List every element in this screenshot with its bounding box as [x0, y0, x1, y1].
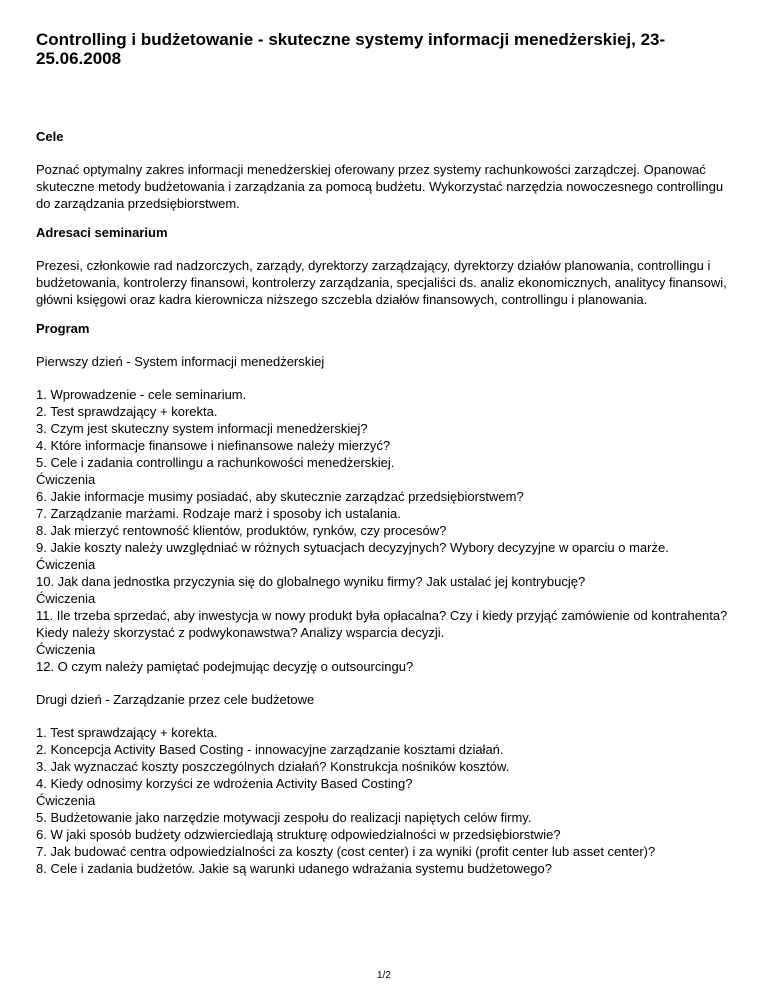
program-item: 3. Jak wyznaczać koszty poszczególnych działań? Konstrukcja nośników kosztów. [36, 759, 510, 774]
program-item: 7. Jak budować centra odpowiedzialności za koszty (cost center) i za wyniki (profit center lub asset center)? [36, 844, 656, 859]
program-item: 5. Cele i zadania controllingu a rachunkowości menedżerskiej. [36, 455, 395, 470]
program-item: 9. Jakie koszty należy uwzględniać w różnych sytuacjach decyzyjnych? Wybory decyzyjne w oparciu o marże. [36, 540, 669, 555]
section-text-cele: Poznać optymalny zakres informacji menedżerskiej oferowany przez systemy rachunkowości zarządczej. Opanować skuteczne metody budżetowania i zarządzania za pomocą budżetu. Wykorzystać narzędzia nowoczesnego controllingu do zarządzania przedsiębiorstwem. [36, 162, 724, 211]
program-item: 2. Koncepcja Activity Based Costing - innowacyjne zarządzanie kosztami działań. [36, 742, 504, 757]
program-item: Ćwiczenia [36, 793, 96, 808]
day2-title: Drugi dzień - Zarządzanie przez cele budżetowe [36, 692, 315, 707]
program-item: Ćwiczenia [36, 557, 96, 572]
program-item: 7. Zarządzanie marżami. Rodzaje marż i sposoby ich ustalania. [36, 506, 401, 521]
program-item: 10. Jak dana jednostka przyczynia się do globalnego wyniku firmy? Jak ustalać jej kontrybucję? [36, 574, 586, 589]
program-item: 3. Czym jest skuteczny system informacji menedżerskiej? [36, 421, 368, 436]
program-item: 6. W jaki sposób budżety odzwierciedlają strukturę odpowiedzialności w przedsiębiorstwie? [36, 827, 561, 842]
program-item: 11. Ile trzeba sprzedać, aby inwestycja w nowy produkt była opłacalna? Czy i kiedy przyjąć zamówienie od kontrahenta? Kiedy należy skorzystać z podwykonawstwa? Analizy wsparcia decyzji. [36, 608, 728, 640]
section-text-adresaci: Prezesi, członkowie rad nadzorczych, zarządy, dyrektorzy zarządzający, dyrektorzy działów planowania, controllingu i budżetowania, kontrolerzy finansowi, kontrolerzy zarządzania, specjaliści ds. analiz ekonomicznych, analitycy finansowi, główni księgowi oraz kadra kierownicza niższego szczebla działów finansowych, controllingu i planowania. [36, 258, 727, 307]
section-heading-cele: Cele [36, 129, 64, 144]
day2-program-list [36, 724, 736, 877]
program-item: 5. Budżetowanie jako narzędzie motywacji zespołu do realizacji napiętych celów firmy. [36, 810, 532, 825]
program-item: 1. Wprowadzenie - cele seminarium. [36, 387, 247, 402]
program-item: Ćwiczenia [36, 472, 96, 487]
program-item: 4. Kiedy odnosimy korzyści ze wdrożenia Activity Based Costing? [36, 776, 413, 791]
program-item: Ćwiczenia [36, 642, 96, 657]
program-item: 8. Cele i zadania budżetów. Jakie są warunki udanego wdrażania systemu budżetowego? [36, 861, 552, 876]
program-item: 1. Test sprawdzający + korekta. [36, 725, 218, 740]
page-title: Controlling i budżetowanie - skuteczne systemy informacji menedżerskiej, 23-25.06.2008 [36, 30, 666, 68]
day1-program-list [36, 386, 736, 675]
section-heading-adresaci: Adresaci seminarium [36, 225, 168, 240]
program-item: 8. Jak mierzyć rentowność klientów, produktów, rynków, czy procesów? [36, 523, 447, 538]
program-item: Ćwiczenia [36, 591, 96, 606]
program-item: 2. Test sprawdzający + korekta. [36, 404, 218, 419]
program-item: 12. O czym należy pamiętać podejmując decyzję o outsourcingu? [36, 659, 414, 674]
day1-title: Pierwszy dzień - System informacji menedżerskiej [36, 354, 325, 369]
page-number: 1/2 [377, 970, 391, 981]
program-item: 6. Jakie informacje musimy posiadać, aby skutecznie zarządzać przedsiębiorstwem? [36, 489, 524, 504]
section-heading-program: Program [36, 321, 90, 336]
program-item: 4. Które informacje finansowe i niefinansowe należy mierzyć? [36, 438, 391, 453]
document-page [36, 30, 736, 877]
